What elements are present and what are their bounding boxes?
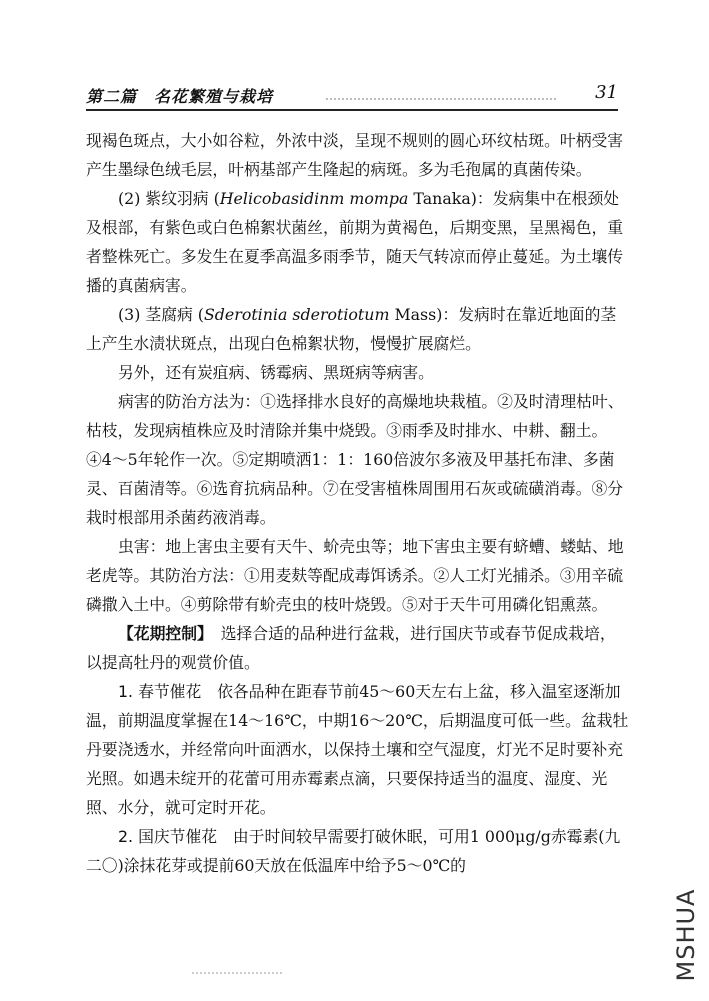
watermark bbox=[668, 880, 704, 990]
paragraph-pests: 虫害：地上害虫主要有天牛、蚧壳虫等；地下害虫主要有蛴螬、蝼蛄、地老虎等。其防治方法：①用麦麸等配成毒饵诱杀。②人工灯光捕杀。③用辛硫磷撒入土中。④剪除带有蚧壳虫的枝叶烧毁。⑤对于天牛可用磷化铝熏蒸。 bbox=[86, 537, 624, 614]
disease-3-latin-name: Sderotinia sderotiotum bbox=[203, 305, 390, 324]
page-number: 31 bbox=[595, 82, 618, 103]
paragraph-spring-festival-forcing bbox=[86, 677, 631, 822]
disease-3-label: (3) 茎腐病 ( bbox=[118, 305, 204, 324]
paragraph-stem-rot bbox=[86, 300, 631, 358]
national-day-text: 由于时间较早需要打破休眠，可用1 000μg/g赤霉素(九二〇)涂抹花芽或提前60天放在低温库中给予5～0℃的 bbox=[86, 827, 621, 875]
disease-3-text: Mass)：发病时在靠近地面的茎上产生水渍状斑点，出现白色棉絮状物，慢慢扩展腐烂。 bbox=[86, 305, 617, 353]
paragraph-flowering-control bbox=[86, 619, 631, 677]
bottom-scan-dots bbox=[192, 968, 282, 974]
header-rule bbox=[86, 109, 618, 111]
chapter-title: 第二篇 名花繁殖与栽培 bbox=[86, 87, 274, 106]
running-header bbox=[86, 80, 618, 108]
disease-2-label: (2) 紫纹羽病 ( bbox=[118, 189, 220, 208]
header-leader-dots bbox=[326, 88, 556, 100]
body-text bbox=[86, 126, 631, 880]
paragraph-purple-root-rot bbox=[86, 184, 631, 300]
paragraph-other-diseases: 另外，还有炭疽病、锈霉病、黑斑病等病害。 bbox=[118, 363, 434, 382]
section-heading-flowering-control: 【花期控制】 bbox=[118, 624, 205, 643]
subheading-spring-festival: 1. 春节催花 bbox=[118, 682, 202, 701]
watermark-text: MSHUA bbox=[672, 888, 700, 982]
paragraph-disease-control: 病害的防治方法为：①选择排水良好的高燥地块栽植。②及时清理枯叶、枯枝，发现病植株应及时清除并集中烧毁。③雨季及时排水、中耕、翻土。④4～5年轮作一次。⑤定期喷洒1：1：160倍波尔多液及甲基托布津、多菌灵、百菌清等。⑥选育抗病品种。⑦在受害植株周围用石灰或硫磺消毒。⑧分栽时根部用杀菌药液消毒。 bbox=[86, 392, 624, 527]
paragraph-leaf-spot-continued: 现褐色斑点，大小如谷粒，外浓中淡，呈现不规则的圆心环纹枯斑。叶柄受害产生墨绿色绒毛层，叶柄基部产生隆起的病斑。多为毛孢属的真菌传染。 bbox=[86, 131, 624, 179]
paragraph-national-day-forcing bbox=[86, 822, 631, 880]
disease-2-text: Tanaka)：发病集中在根颈处及根部，有紫色或白色棉絮状菌丝，前期为黄褐色，后期变黑，呈黑褐色，重者整株死亡。多发生在夏季高温多雨季节，随天气转凉而停止蔓延。为土壤传播的真菌病害。 bbox=[86, 189, 624, 295]
disease-2-latin-name: Helicobasidinm mompa bbox=[219, 189, 409, 208]
spring-festival-text: 依各品种在距春节前45～60天左右上盆，移入温室逐渐加温，前期温度掌握在14～16℃，中期16～20℃，后期温度可低一些。盆栽牡丹要浇透水，并经常向叶面洒水，以保持土壤和空气湿度，灯光不足时要补充光照。如遇未绽开的花蕾可用赤霉素点滴，只要保持适当的温度、湿度、光照、水分，就可定时开花。 bbox=[86, 682, 629, 817]
flowering-control-text: 选择合适的品种进行盆栽，进行国庆节或春节促成栽培，以提高牡丹的观赏价值。 bbox=[86, 624, 616, 672]
subheading-national-day: 2. 国庆节催花 bbox=[118, 827, 218, 846]
